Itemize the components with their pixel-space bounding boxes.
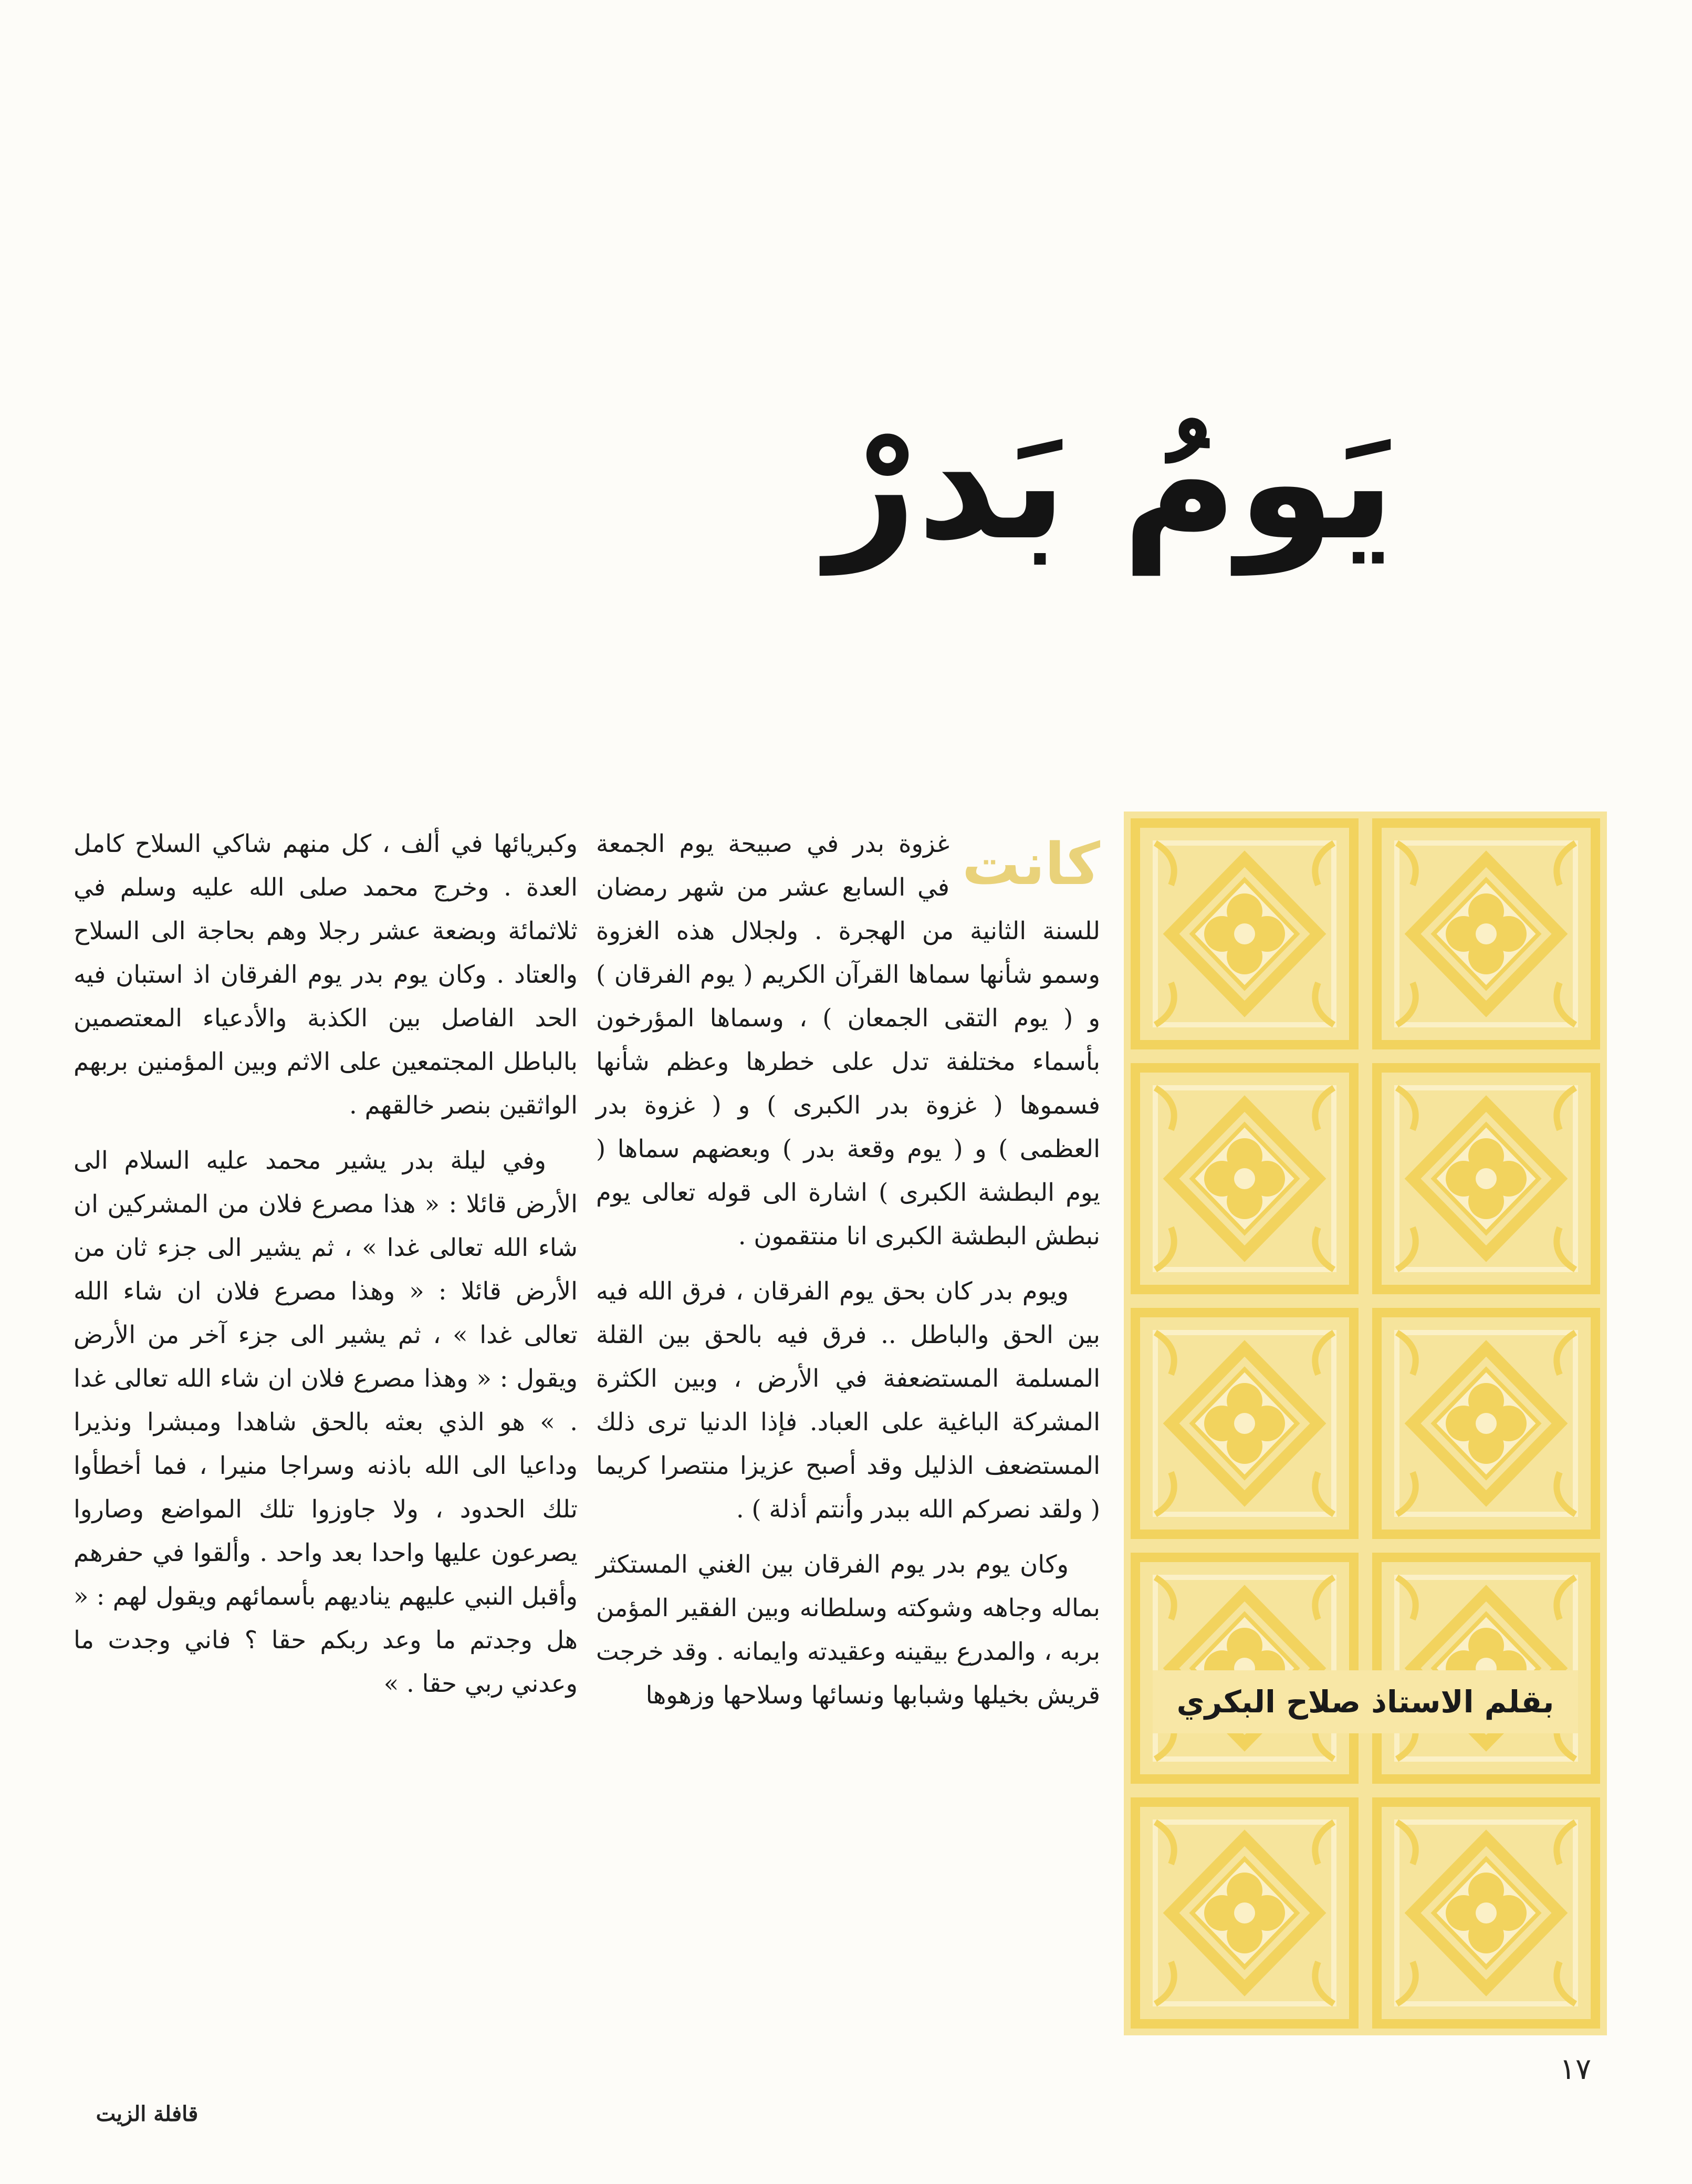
- magazine-name: قافلة الزيت: [96, 2102, 199, 2126]
- page-title: يَومُ بَدرْ: [826, 391, 1395, 575]
- drop-cap: كانت: [962, 830, 1100, 898]
- article-paragraph: وكان يوم بدر يوم الفرقان بين الغني المستكثر بماله وجاهه وشوكته وسلطانه وبين الفقير المؤمن بربه ، والمدرع بيقينه وعقيدته وايمانه . وقد خرجت قريش بخيلها وشبابها ونسائها وسلاحها وزهوها: [596, 1550, 1100, 1709]
- article-column-right: [596, 822, 1100, 2046]
- article-paragraph: وكبريائها في ألف ، كل منهم شاكي السلاح كامل العدة . وخرج محمد صلى الله عليه وسلم في ثلاثمائة وبضعة عشر رجلا وهم بحاجة الى السلاح والعتاد . وكان يوم بدر يوم الفرقان اذ استبان فيه الحد الفاصل بين الكذبة والأدعياء المعتصمين بالباطل المجتمعين على الاثم وبين المؤمنين بربهم الواثقين بنصر خالقهم .: [74, 829, 578, 1119]
- article-paragraph: ويوم بدر كان بحق يوم الفرقان ، فرق الله فيه بين الحق والباطل .. فرق فيه بالحق بين القلة المسلمة المستضعفة في الأرض ، وبين الكثرة المشركة الباغية على العباد. فإذا الدنيا ترى ذلك المستضعف الذليل وقد أصبح عزيزا منتصرا كريما ( ولقد نصركم الله ببدر وأنتم أذلة ) .: [596, 1277, 1100, 1523]
- paragraph-text: غزوة بدر في صبيحة يوم الجمعة في السابع عشر من شهر رمضان للسنة الثانية من الهجرة . ولجلال هذه الغزوة وسمو شأنها سماها القرآن الكريم ( يوم الفرقان ) و ( يوم التقى الجمعان ) ، وسماها المؤرخون بأسماء مختلفة تدل على خطرها وعظم شأنها فسموها ( غزوة بدر الكبرى ) و ( غزوة بدر العظمى ) و ( يوم وقعة بدر ) وبعضهم سماها ( يوم البطشة الكبرى ) اشارة الى قوله تعالى يوم نبطش البطشة الكبرى انا منتقمون .: [596, 829, 1100, 1250]
- ornamental-tile-panel: [1124, 812, 1607, 2035]
- page-number: ١٧: [1559, 2052, 1592, 2086]
- article-paragraph: [596, 822, 1100, 1258]
- article-paragraph: وفي ليلة بدر يشير محمد عليه السلام الى الأرض قائلا : « هذا مصرع فلان من المشركين ان شاء الله تعالى غدا » ، ثم يشير الى جزء ثان من الأرض قائلا : « وهذا مصرع فلان ان شاء الله تعالى غدا » ، ثم يشير الى جزء آخر من الأرض ويقول : « وهذا مصرع فلان ان شاء الله تعالى غدا . » هو الذي بعثه بالحق شاهدا ومبشرا ونذيرا وداعيا الى الله باذنه وسراجا منيرا ، فما أخطأوا تلك الحدود ، ولا جاوزوا تلك المواضع وصاروا يصرعون عليها واحدا بعد واحد . وألقوا في حفرهم وأقبل النبي عليهم يناديهم بأسمائهم ويقول لهم : « هل وجدتم ما وعد ربكم حقا ؟ فاني وجدت ما وعدني ربي حقا . »: [74, 1146, 578, 1698]
- article-column-left: [74, 822, 578, 2046]
- geometric-pattern-graphic: [1124, 812, 1607, 2035]
- author-byline: بقلم الاستاذ صلاح البكري: [1153, 1670, 1578, 1733]
